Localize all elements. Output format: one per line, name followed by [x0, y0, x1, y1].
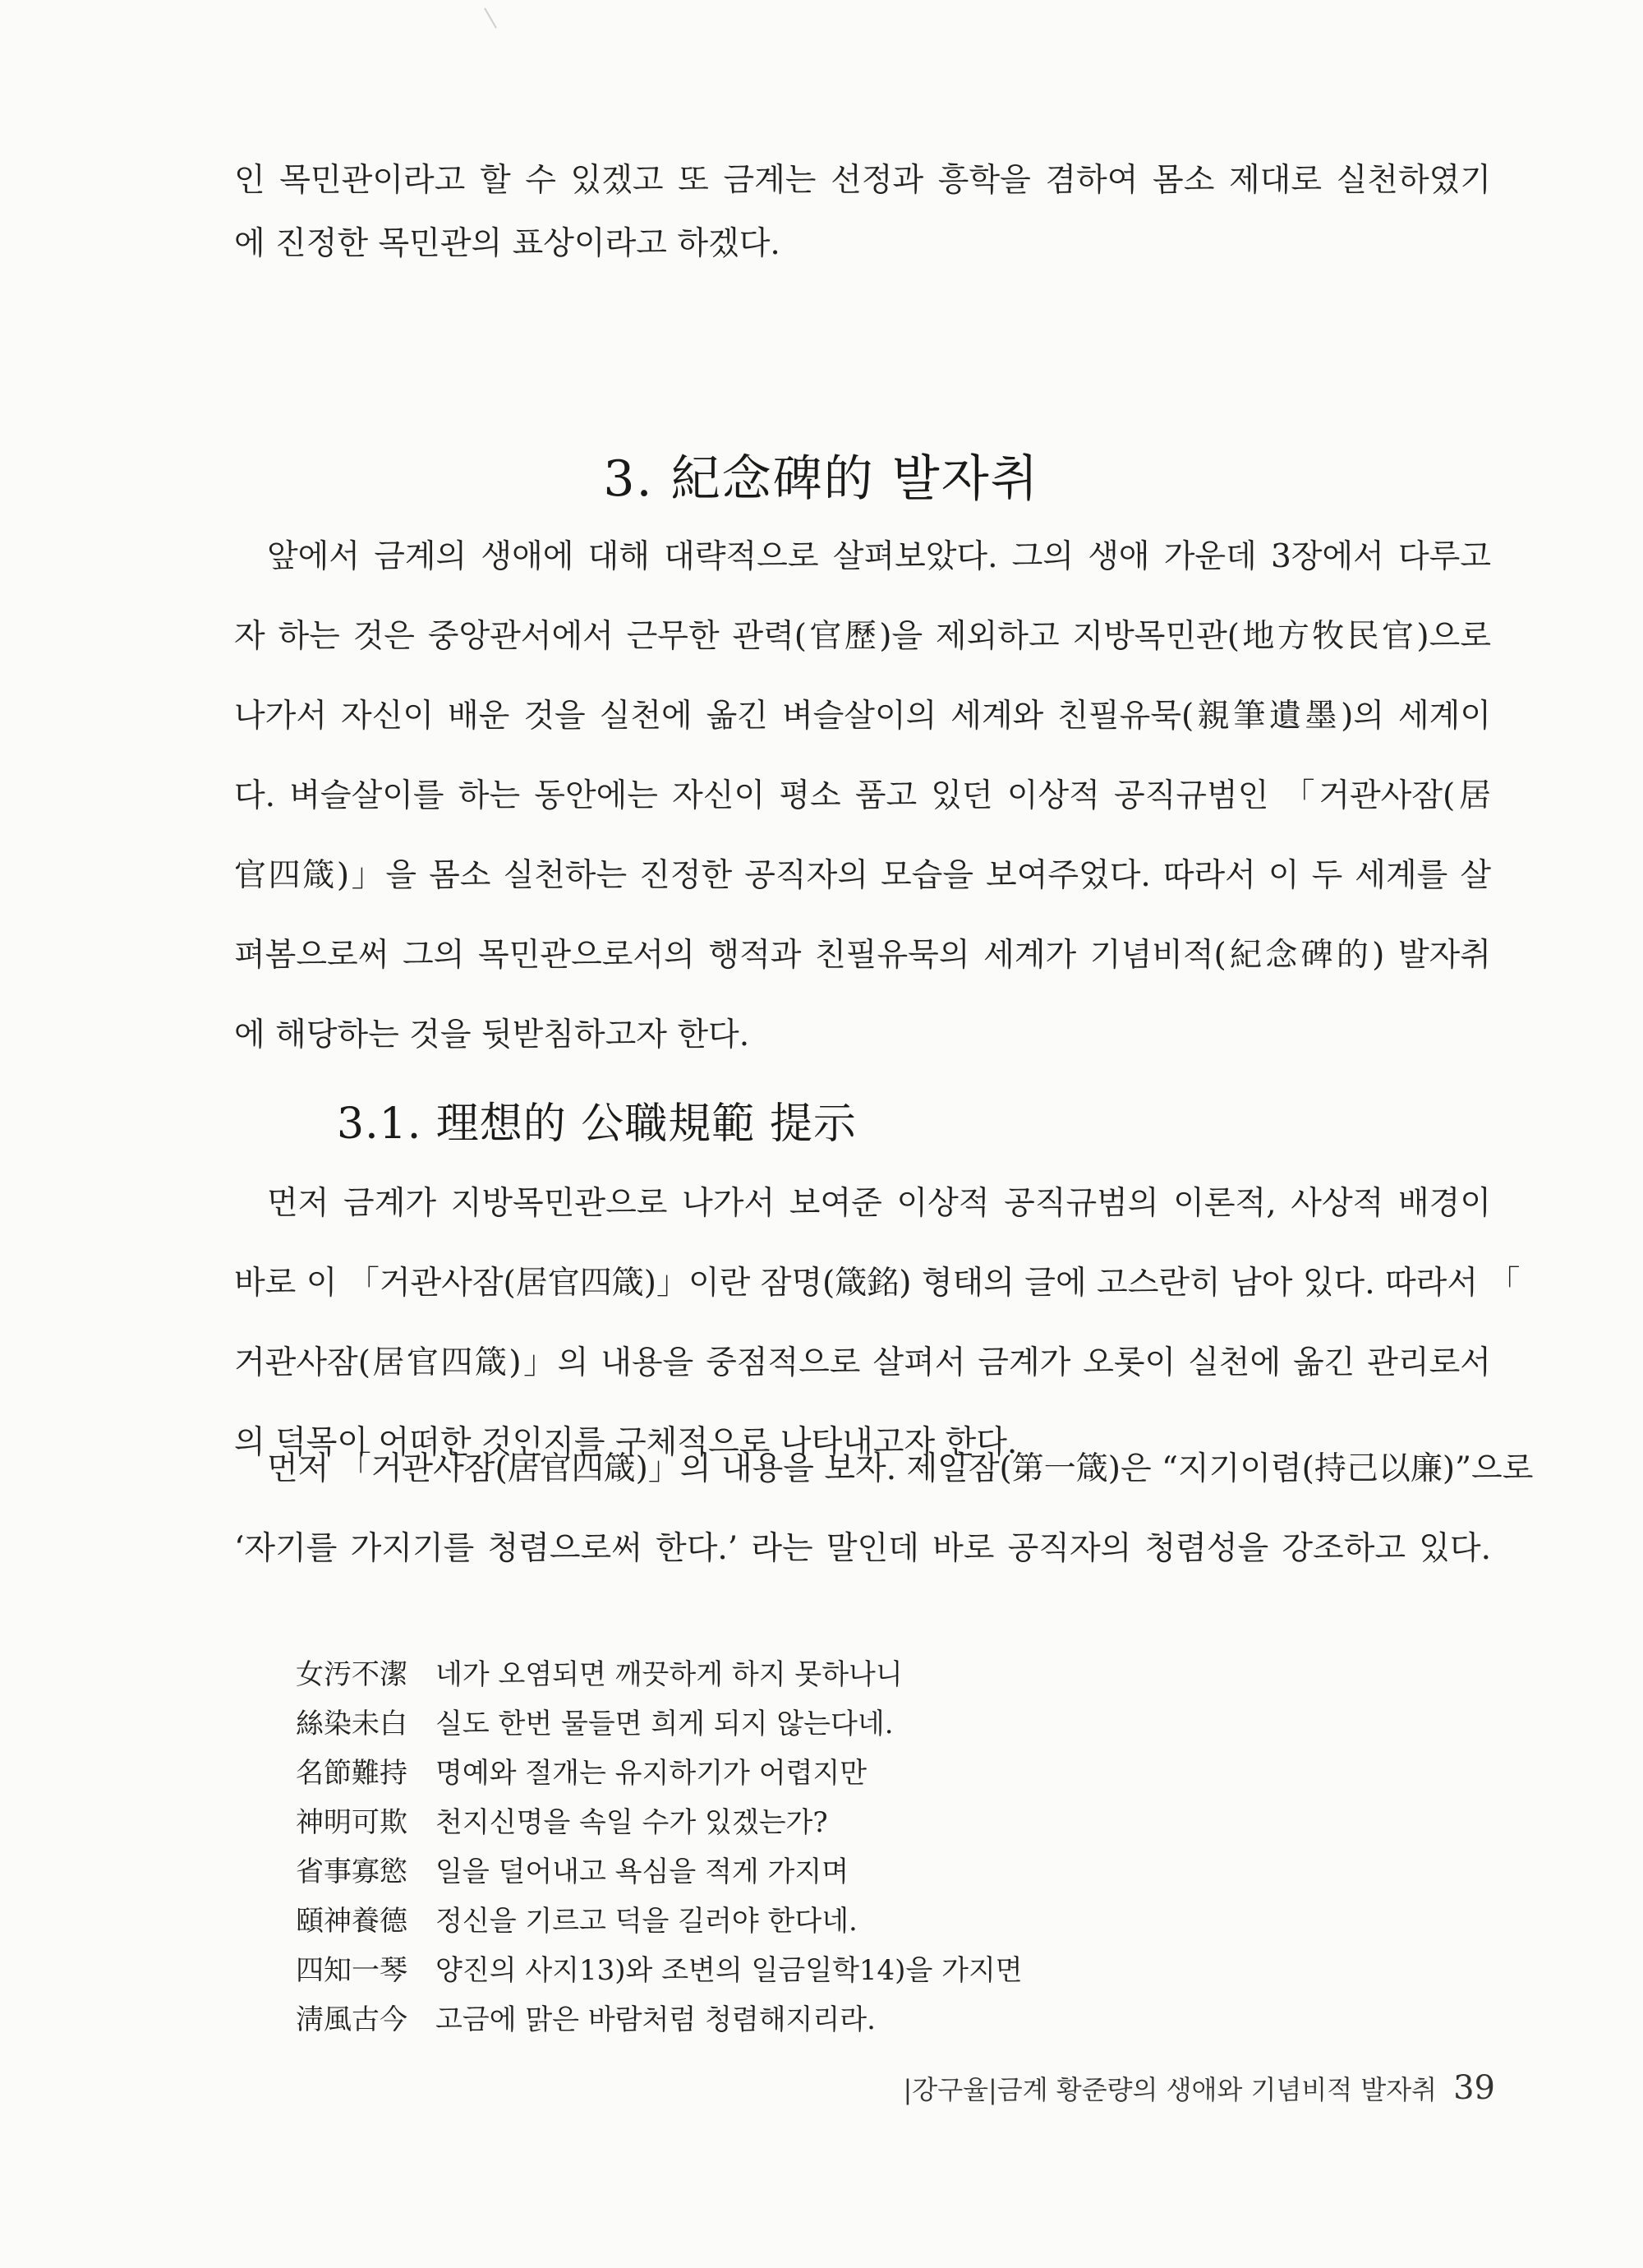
poem-line — [296, 1652, 903, 1692]
poem-hanja: 淸風古今 — [296, 2003, 407, 2036]
poem-hanja: 女汚不潔 — [296, 1658, 407, 1691]
poem-korean: 명예와 절개는 유지하기가 어렵지만 — [435, 1757, 868, 1790]
scan-mark — [484, 7, 497, 28]
text-line: 앞에서 금계의 생애에 대해 대략적으로 살펴보았다. 그의 생애 가운데 3장에서 다루고 — [267, 538, 1491, 575]
text-line: 官四箴)」을 몸소 실천하는 진정한 공직자의 모습을 보여주었다. 따라서 이 두 세계를 살 — [234, 857, 1491, 894]
poem-line — [296, 1800, 828, 1840]
text-line: 바로 이 「거관사잠(居官四箴)」이란 잠명(箴銘) 형태의 글에 고스란히 남아 있다. 따라서 「 — [234, 1265, 1521, 1302]
poem-hanja: 四知一琴 — [296, 1954, 407, 1987]
section-title: 3. 紀念碑的 발자취 — [603, 450, 1040, 508]
poem-hanja: 省事寡慾 — [296, 1855, 407, 1888]
running-title: |강구율|금계 황준량의 생애와 기념비적 발자취 — [903, 2074, 1438, 2105]
text-line: 먼저 금계가 지방목민관으로 나가서 보여준 이상적 공직규범의 이론적, 사상적 배경이 — [267, 1185, 1491, 1222]
subsection-title: 3.1. 理想的 公職規範 提示 — [337, 1099, 857, 1149]
poem-korean: 천지신명을 속일 수가 있겠는가? — [435, 1806, 828, 1839]
poem-korean: 네가 오염되면 깨끗하게 하지 못하나니 — [435, 1658, 903, 1691]
text-line: 자 하는 것은 중앙관서에서 근무한 관력(官歷)을 제외하고 지방목민관(地方牧民官)으로 — [234, 618, 1491, 655]
poem-hanja: 神明可欺 — [296, 1806, 407, 1839]
poem-hanja: 名節難持 — [296, 1757, 407, 1790]
poem-hanja: 頤神養德 — [296, 1905, 407, 1938]
text-line: 의 덕목이 어떠한 것인지를 구체적으로 나타내고자 한다. — [234, 1424, 1018, 1461]
poem-hanja: 絲染未白 — [296, 1708, 407, 1740]
text-line: 먼저 「거관사잠(居官四箴)」의 내용을 보자. 제일잠(第一箴)은 “지기이렴(持己以廉)”으로 — [267, 1450, 1534, 1487]
poem-line — [296, 1849, 849, 1889]
text-line: 펴봄으로써 그의 목민관으로서의 행적과 친필유묵의 세계가 기념비적(紀念碑的) 발자취 — [234, 937, 1491, 974]
poem-korean: 실도 한번 물들면 희게 되지 않는다네. — [435, 1708, 894, 1740]
page-number: 39 — [1453, 2069, 1495, 2107]
text-line: 거관사잠(居官四箴)」의 내용을 중점적으로 살펴서 금계가 오롯이 실천에 옮긴 관리로서 — [234, 1344, 1491, 1381]
poem-korean: 양진의 사지13)와 조변의 일금일학14)을 가지면 — [435, 1954, 1023, 1987]
text-line: 다. 벼슬살이를 하는 동안에는 자신이 평소 품고 있던 이상적 공직규범인 「거관사잠(居 — [234, 777, 1491, 814]
poem-line — [296, 1898, 858, 1938]
poem-line — [296, 1701, 894, 1741]
text-line: 인 목민관이라고 할 수 있겠고 또 금계는 선정과 흥학을 겸하여 몸소 제대로 실천하였기 — [234, 162, 1491, 199]
text-line: 나가서 자신이 배운 것을 실천에 옮긴 벼슬살이의 세계와 친필유묵(親筆遺墨)의 세계이 — [234, 698, 1491, 735]
poem-korean: 고금에 맑은 바람처럼 청렴해지리라. — [435, 2003, 876, 2036]
page-footer — [871, 2069, 1495, 2107]
poem-line — [296, 1750, 868, 1791]
poem-korean: 일을 덜어내고 욕심을 적게 가지며 — [435, 1855, 849, 1888]
poem-line — [296, 1948, 1023, 1988]
poem-korean: 정신을 기르고 덕을 길러야 한다네. — [435, 1905, 858, 1938]
text-line: 에 해당하는 것을 뒷받침하고자 한다. — [234, 1016, 750, 1053]
text-line: 에 진정한 목민관의 표상이라고 하겠다. — [234, 225, 780, 262]
poem-line — [296, 1997, 876, 2037]
text-line: ‘자기를 가지기를 청렴으로써 한다.’ 라는 말인데 바로 공직자의 청렴성을 강조하고 있다. — [234, 1530, 1491, 1567]
